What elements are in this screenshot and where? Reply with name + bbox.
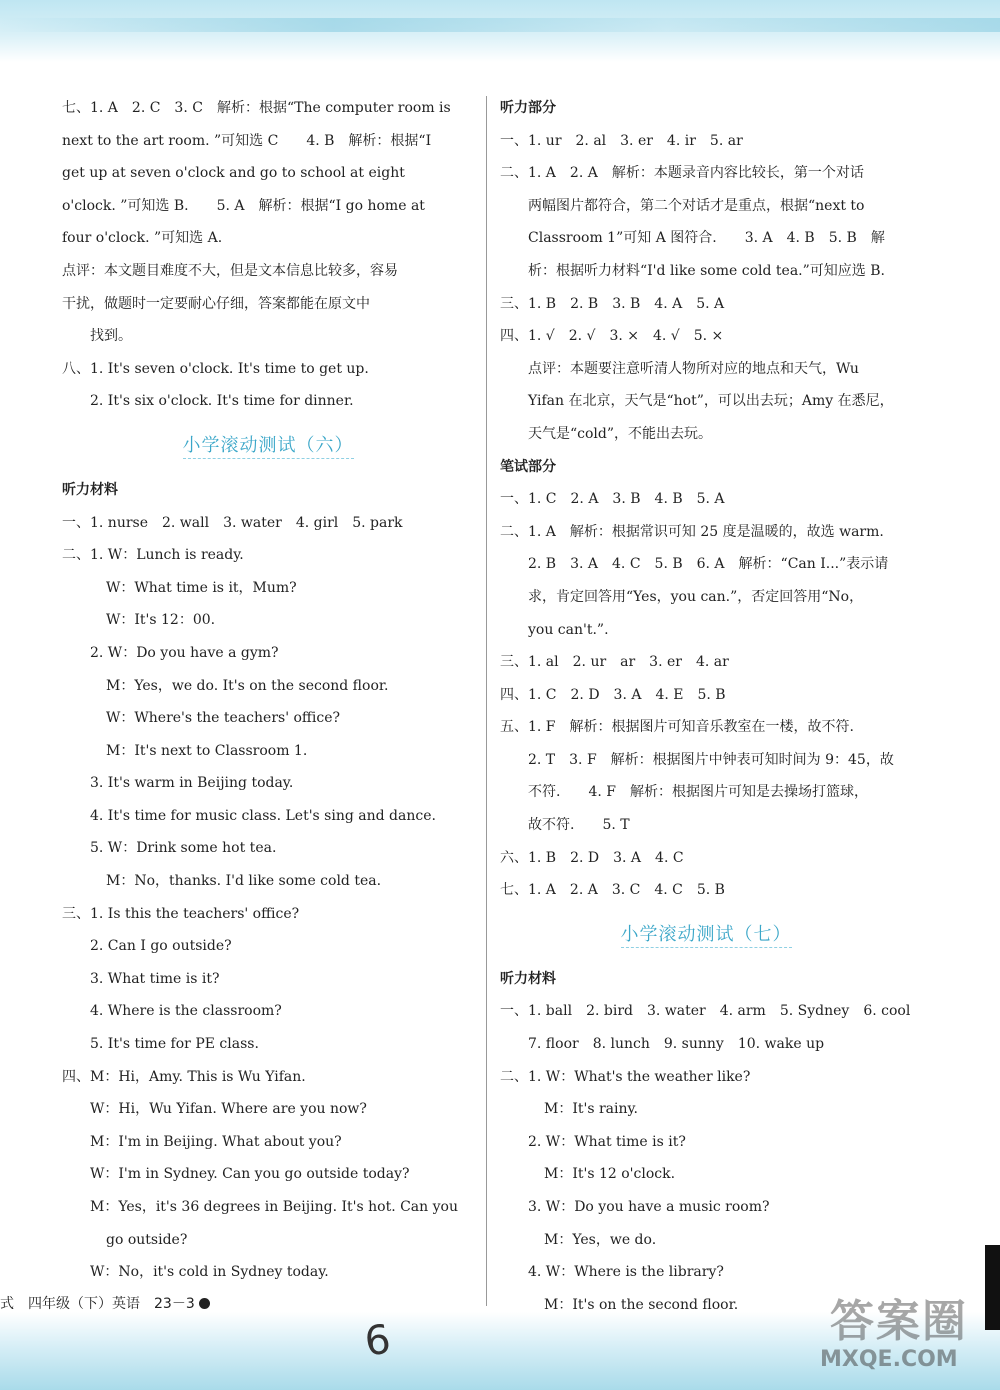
answer-line: 4. It's time for music class. Let's sing and dance. [90,807,436,824]
answer-line: o'clock. ”可知选 B. 5. A 解析：根据“I go home at [62,197,425,214]
answer-line: 2. It's six o'clock. It's time for dinner. [90,393,354,410]
bullet-icon [199,1298,210,1309]
answer-line: 4. Where is the classroom? [90,1003,282,1020]
answer-line: W：Where's the teachers' office? [106,710,340,727]
section-title [62,418,474,474]
answer-line: W：It's 12：00. [106,612,216,629]
answer-line: 七、1. A 2. C 3. C 解析：根据“The computer room is [62,100,451,116]
answer-line: next to the art room. ”可知选 C 4. B 解析：根据“I [62,132,432,149]
answer-line: M：Yes，we do. [544,1231,657,1248]
answer-line: you can't.”. [528,621,609,638]
answer-line: 点评：本题要注意听清人物所对应的地点和天气，Wu [528,360,859,377]
page-footer [0,1293,210,1313]
answer-line: W：What time is it，Mum? [106,579,297,596]
answer-line: 四、M：Hi，Amy. This is Wu Yifan. [62,1068,306,1085]
answer-line: 5. It's time for PE class. [90,1036,259,1053]
answer-line: 3. W：Do you have a music room? [528,1199,770,1215]
section-heading: 笔试部分 [500,458,556,475]
answer-line: 2. B 3. A 4. C 5. B 6. A 解析：“Can I...”表示请 [528,556,889,573]
answer-line: 四、1. C 2. D 3. A 4. E 5. B [500,686,726,703]
answer-line: 五、1. F 解析：根据图片可知音乐教室在一楼，故不符. [500,719,854,736]
answer-line: 不符. 4. F 解析：根据图片可知是去操场打篮球， [528,784,868,801]
answer-line: W：No，it's cold in Sydney today. [90,1264,329,1281]
answer-line: 5. W：Drink some hot tea. [90,840,277,857]
answer-line: M：Yes，it's 36 degrees in Beijing. It's hot. Can you [90,1199,458,1215]
answer-line: 一、1. ur 2. al 3. er 4. ir 5. ar [500,132,743,149]
section-title-text: 小学滚动测试（七） [621,924,792,948]
footer-text: 式 四年级（下）英语 23－3 [0,1296,195,1312]
section-heading: 听力材料 [62,481,118,498]
answer-line: 4. W：Where is the library? [528,1264,724,1281]
answer-line: 2. W：What time is it? [528,1133,686,1150]
answer-line: 一、1. ball 2. bird 3. water 4. arm 5. Sydney 6. cool [500,1003,911,1020]
answer-line: 七、1. A 2. A 3. C 4. C 5. B [500,882,725,899]
answer-line: Classroom 1”可知 A 图符合. 3. A 4. B 5. B 解 [528,230,885,247]
section-title [500,907,912,963]
answer-line: W：I'm in Sydney. Can you go outside today? [90,1166,410,1183]
right-column [500,92,912,1321]
answer-line: four o'clock. ”可知选 A. [62,230,223,247]
left-column [62,92,474,1289]
answer-line: 析：根据听力材料“I'd like some cold tea.”可知应选 B. [528,262,885,279]
answer-line: M：No，thanks. I'd like some cold tea. [106,873,382,890]
answer-line: W：Hi，Wu Yifan. Where are you now? [90,1101,367,1118]
answer-line: 二、1. W：Lunch is ready. [62,547,244,564]
answer-line: 3. It's warm in Beijing today. [90,775,294,792]
answer-line: 2. W：Do you have a gym? [90,644,279,661]
answer-line: 天气是“cold”，不能出去玩。 [528,425,713,442]
section-heading: 听力材料 [500,970,556,987]
answer-line: 3. What time is it? [90,970,220,987]
answer-line: 八、1. It's seven o'clock. It's time to get up. [62,360,369,377]
answer-line: 找到。 [90,328,132,345]
watermark-url: MXQE.COM [820,1347,958,1372]
watermark-logo-text: 答案圈 [830,1296,968,1347]
answer-line: M：It's on the second floor. [544,1296,739,1313]
answer-line: 三、1. Is this the teachers' office? [62,905,300,922]
answer-line: 点评：本文题目难度不大，但是文本信息比较多，容易 [62,262,398,279]
answer-line: 二、1. A 解析：根据常识可知 25 度是温暖的，故选 warm. [500,523,884,540]
answer-line: 三、1. B 2. B 3. B 4. A 5. A [500,295,725,312]
answer-line: 三、1. al 2. ur ar 3. er 4. ar [500,654,729,671]
answer-line: get up at seven o'clock and go to school at eight [62,165,405,182]
answer-line: Yifan 在北京，天气是“hot”，可以出去玩；Amy 在悉尼， [528,393,894,410]
answer-line: 故不符. 5. T [528,817,630,834]
answer-line: 四、1. √ 2. √ 3. × 4. √ 5. × [500,328,724,345]
answer-line: 两幅图片都符合，第二个对话才是重点，根据“next to [528,197,865,214]
answer-line: M：It's next to Classroom 1. [106,742,308,759]
section-heading: 听力部分 [500,100,556,116]
answer-line: 一、1. C 2. A 3. B 4. B 5. A [500,491,725,508]
column-divider [486,96,487,1306]
section-title-text: 小学滚动测试（六） [183,435,354,459]
answer-line: 一、1. nurse 2. wall 3. water 4. girl 5. park [62,514,403,531]
answer-line: 2. Can I go outside? [90,938,232,955]
answer-line: 二、1. A 2. A 解析：本题录音内容比较长，第一个对话 [500,165,864,182]
watermark [820,1285,995,1385]
answer-line: M：It's 12 o'clock. [544,1166,676,1183]
answer-line: 2. T 3. F 解析：根据图片中钟表可知时间为 9：45，故 [528,751,894,768]
answer-line: 二、1. W：What's the weather like? [500,1068,751,1085]
answer-line: go outside? [106,1231,188,1248]
answer-line: 求，肯定回答用“Yes，you can.”，否定回答用“No， [528,588,864,605]
handwritten-page-number: 6 [361,1316,394,1366]
answer-line: 7. floor 8. lunch 9. sunny 10. wake up [528,1036,825,1053]
answer-line: M：Yes，we do. It's on the second floor. [106,677,389,694]
answer-line: M：I'm in Beijing. What about you? [90,1133,342,1150]
top-decorative-band [0,0,1000,62]
answer-line: 六、1. B 2. D 3. A 4. C [500,849,684,866]
answer-line: M：It's rainy. [544,1101,639,1118]
answer-line: 干扰，做题时一定要耐心仔细，答案都能在原文中 [62,295,370,312]
